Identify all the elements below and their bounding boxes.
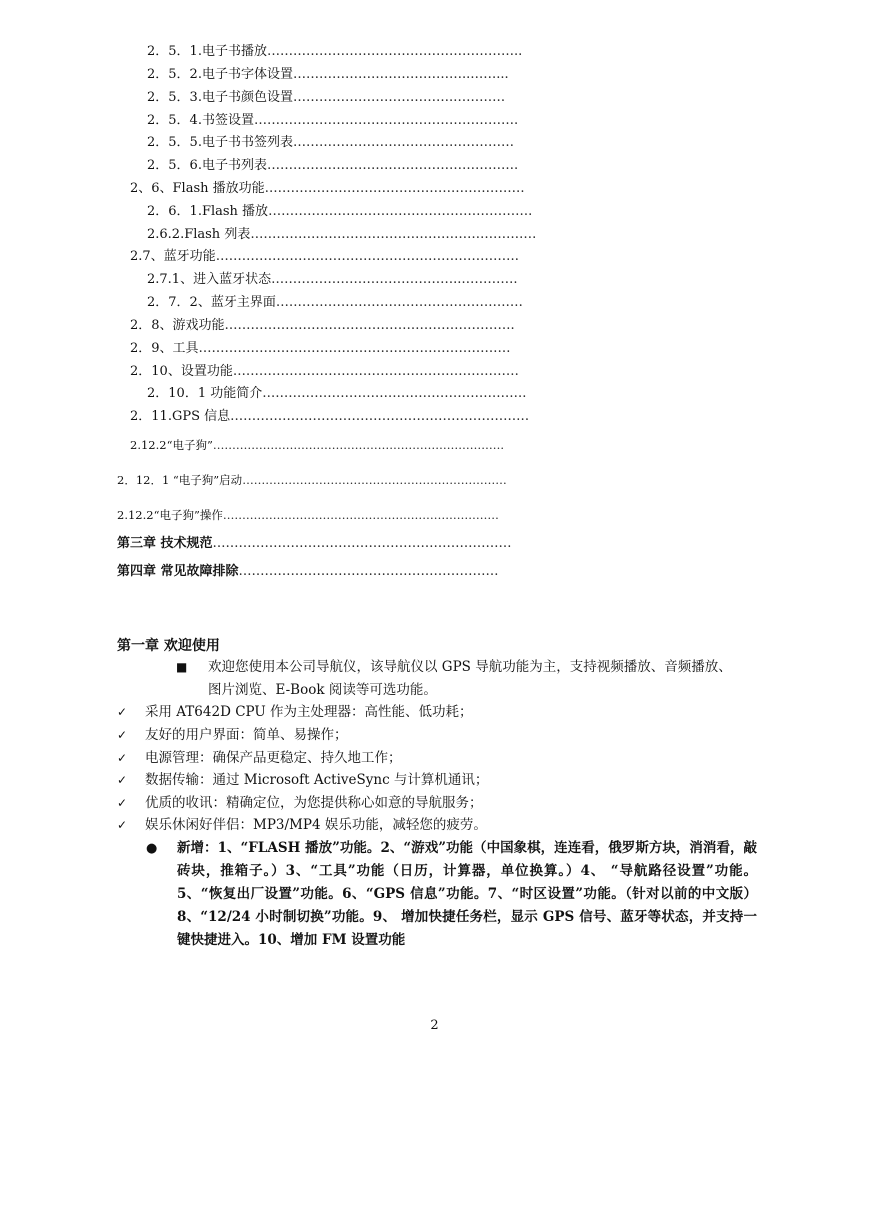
toc-entry: 2．7．2、蓝牙主界面………………………………………………… <box>147 295 523 310</box>
toc-entry: 2．5．2.电子书字体设置…………………………………..……... <box>147 67 509 82</box>
feature-item: 优质的收讯：精确定位，为您提供称心如意的导航服务； <box>145 795 483 811</box>
toc-entry: 2．10．1 功能简介……………………………………………………. <box>147 386 527 401</box>
toc-entry: 2.12.2“电子狗”…………………………………………………………………. <box>130 438 504 452</box>
toc-entry: 2．5．1.电子书播放………………………………………………….. <box>147 44 523 59</box>
feature-item: 娱乐休闲好伴侣：MP3/MP4 娱乐功能，减轻您的疲劳。 <box>145 817 487 833</box>
feature-item: 数据传输：通过 Microsoft ActiveSync 与计算机通讯； <box>145 772 489 788</box>
toc-entry: 2．6．1.Flash 播放……………………………………………………. <box>147 204 533 219</box>
feature-item: 电源管理：确保产品更稳定、持久地工作； <box>145 750 402 766</box>
toc-entry: 2．5．6.电子书列表…………………………………………………. <box>147 158 519 173</box>
checkmark-icon: ✓ <box>117 705 128 719</box>
toc-entry: 2．5．3.电子书颜色设置……………………………….………… <box>147 90 506 105</box>
checkmark-icon: ✓ <box>117 796 128 810</box>
intro-line: 图片浏览、E-Book 阅读等可选功能。 <box>208 682 437 698</box>
checkmark-icon: ✓ <box>117 818 128 832</box>
checkmark-icon: ✓ <box>117 728 128 742</box>
toc-entry: 2．9、工具……………………………………………………………… <box>130 341 511 356</box>
toc-entry: 2.12.2“电子狗”操作……………………………………………………………… <box>117 508 499 522</box>
new-features-paragraph: 新增：1、“FLASH 播放”功能。2、“游戏”功能（中国象棋，连连看，俄罗斯方块，消消看，敲砖块，推箱子。）3、“工具”功能（日历，计算器，单位换算。）4、 “导航路径设置”功能。5、“恢复出厂设置”功能。6、“GPS 信息”功能。7、“时区设置”功能。（针对以前的中文版）8、“12/24 小时制切换”功能。9、 增加快捷任务栏，显示 GPS 信号、蓝牙等状态，并支持一键快捷进入。10、增加 FM 设置功能 <box>177 840 757 948</box>
toc-entry: 第四章 常见故障排除…………………………………………………… <box>117 564 499 579</box>
toc-entry: 2.6.2.Flash 列表………………………………………………………… <box>147 227 537 242</box>
toc-entry: 2．5．5.电子书书签列表…………………………………………… <box>147 135 514 150</box>
checkmark-icon: ✓ <box>117 751 128 765</box>
toc-entry: 2．5．4.书签设置……………………………………………………. <box>147 113 519 128</box>
toc-entry: 2.7.1、进入蓝牙状态……………………………………..…………. <box>147 272 518 287</box>
toc-entry: 2、6、Flash 播放功能…………………………………………………… <box>130 181 525 196</box>
dot-bullet-icon: ● <box>146 841 158 856</box>
toc-entry: 第三章 技术规范…………………………………………………………… <box>117 536 512 551</box>
chapter-heading: 第一章 欢迎使用 <box>117 638 220 654</box>
toc-entry: 2．10、设置功能………………………………………………………… <box>130 364 519 379</box>
toc-entry: 2.7、蓝牙功能……………………………………………………………. <box>130 249 519 264</box>
intro-line: 欢迎您使用本公司导航仪，该导航仪以 GPS 导航功能为主，支持视频播放、音频播放、 <box>208 659 732 675</box>
page-number: 2 <box>430 1018 439 1033</box>
toc-entry: 2．11.GPS 信息…………………………………………………………… <box>130 409 530 424</box>
checkmark-icon: ✓ <box>117 773 128 787</box>
square-bullet-icon: ■ <box>176 660 188 674</box>
toc-entry: 2．8、游戏功能…………………………………………………………. <box>130 318 515 333</box>
feature-item: 采用 AT642D CPU 作为主处理器：高性能、低功耗； <box>145 704 473 720</box>
toc-entry: 2．12．1 “电子狗”启动…………………………………………………………… <box>117 473 507 487</box>
feature-item: 友好的用户界面：简单、易操作； <box>145 727 348 743</box>
